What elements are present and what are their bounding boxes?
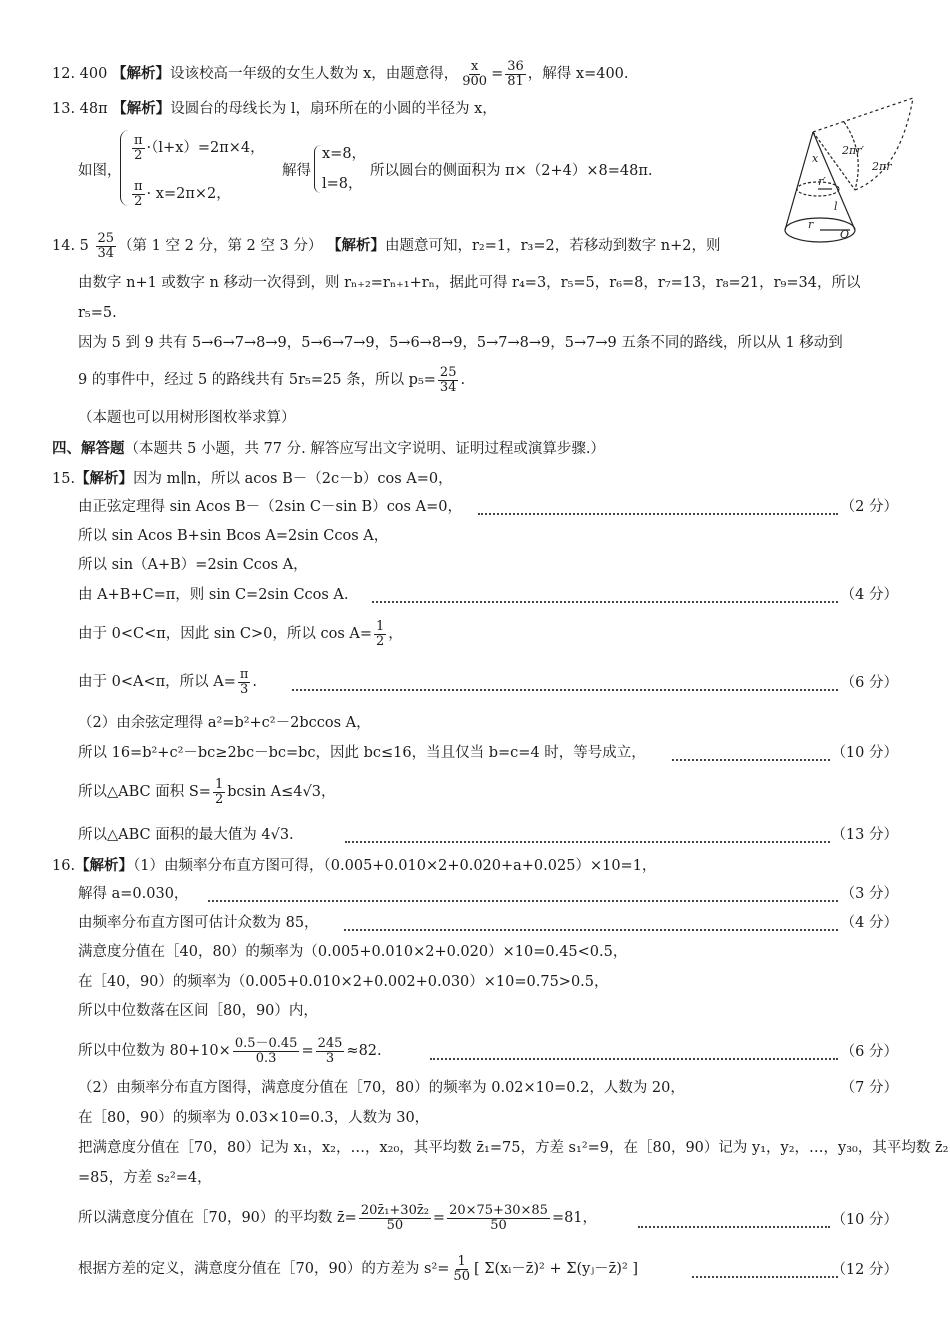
figure-label-2pir-prime: 2πr′ [842, 144, 864, 157]
q16-score-6: （6 分） [840, 1044, 898, 1060]
section-4-desc: （本题共 5 小题，共 77 分. 解答应写出文字说明、证明过程或演算步骤.） [124, 441, 605, 457]
figure-label-l: l [834, 200, 838, 213]
q13-conclusion: 所以圆台的侧面积为 π×（2+4）×8=48π. [370, 163, 653, 179]
figure-label-r: r [808, 218, 814, 231]
q15-score-6: （6 分） [840, 675, 898, 691]
q12-fraction-1: $\frac{x}{900}$ [462, 59, 488, 89]
q15-line-8: （2）由余弦定理得 a²=b²+c²－2bccos A， [78, 715, 371, 731]
q12-analysis-tag: 【解析】 [111, 65, 170, 83]
figure-label-2pir: 2πr [872, 160, 892, 173]
q14-fraction: $\frac{25}{34}$ [97, 231, 115, 261]
q15-line-3: 所以 sin Acos B+sin Bcos A=2sin Ccos A， [78, 528, 389, 544]
dotted-leader [692, 1276, 838, 1278]
section-4-title: 四、解答题 [52, 440, 125, 457]
q16-score-10: （10 分） [831, 1212, 898, 1228]
q16-line-4: 满意度分值在［40，80）的频率为（0.005+0.010×2+0.020）×10=0.45<0.5， [78, 944, 628, 960]
figure-label-x: x [812, 152, 819, 165]
q16-score-12: （12 分） [831, 1262, 898, 1278]
q14-number: 14. 5 [52, 238, 89, 255]
q14-score-note: （第 1 空 2 分，第 2 空 3 分） [118, 238, 323, 255]
q15-score-4: （4 分） [840, 587, 898, 603]
q14-line-5: 9 的事件中，经过 5 的路线共有 5r₅=25 条，所以 p₅= $\frac{25}{34}$ . [78, 365, 466, 395]
q13-solution-x: x=8， [322, 146, 367, 162]
q15-analysis-tag: 【解析】 [75, 470, 134, 487]
q14-analysis-tag: 【解析】 [326, 237, 385, 255]
q14-line-6: （本题也可以用树形图枚举求算） [78, 410, 296, 426]
figure-label-o: O [840, 228, 850, 241]
q16-line-10: 把满意度分值在［70，80）记为 x₁，x₂，…，x₂₀，其平均数 z̄₁=75，方差 s₁²=9，在［80，90）记为 y₁，y₂，…，y₃₀，其平均数 z̄₂ [78, 1140, 949, 1156]
q12-number: 12. 400 [52, 66, 108, 83]
q13-analysis-tag: 【解析】 [112, 100, 171, 117]
q16-line-8: （2）由频率分布直方图得，满意度分值在［70，80）的频率为 0.02×10=0.2，人数为 20， [78, 1080, 685, 1096]
dotted-leader [372, 601, 838, 603]
figure-label-r-prime: r′ [818, 175, 826, 188]
q12-equals: = [491, 66, 504, 83]
q13-number: 13. 48π [52, 101, 108, 117]
q15-score-13: （13 分） [831, 827, 898, 843]
dotted-leader [292, 689, 838, 691]
q16-analysis-tag: 【解析】 [75, 857, 134, 874]
q16-line-6: 所以中位数落在区间［80，90）内， [78, 1003, 318, 1019]
q15-number: 15. [52, 471, 76, 487]
q15-line-5: 由 A+B+C=π，则 sin C=2sin Ccos A. [78, 587, 349, 603]
dotted-leader [638, 1226, 830, 1228]
cone-left-edge [785, 132, 813, 230]
dotted-leader [208, 900, 838, 902]
q16-line-12: 所以满意度分值在［70，90）的平均数 z̄= $\frac{\text{20z̄₁+30z̄₂}}{50}$ = $\frac{20\times 75+30\times 85}{50}$ =81， [78, 1203, 598, 1233]
q16-line-11: =85，方差 s₂²=4， [78, 1170, 212, 1186]
q15-line-9: 所以 16=b²+c²－bc≥2bc－bc=bc，因此 bc≤16，当且仅当 b=c=4 时，等号成立， [78, 745, 646, 761]
q15-line-11: 所以△ABC 面积的最大值为 4√3. [78, 827, 294, 843]
q16-line-3: 由频率分布直方图可估计众数为 85， [78, 915, 319, 931]
q14-line-4: 因为 5 到 9 共有 5→6→7→8→9，5→6→7→9，5→6→8→9，5→7→8→9，5→7→9 五条不同的路线，所以从 1 移动到 [78, 335, 843, 351]
section-4-heading [52, 440, 605, 458]
q16-score-7: （7 分） [840, 1080, 898, 1096]
q16-line-13: 根据方差的定义，满意度分值在［70，90）的方差为 s²= $\frac{1}{50}$ [ Σ(xᵢ－z̄)² + Σ(yⱼ－z̄)² ] [78, 1254, 639, 1284]
q16-line-5: 在［40，90）的频率为（0.005+0.010×2+0.002+0.030）×10=0.75>0.5， [78, 974, 609, 990]
q13-solution-l: l=8， [322, 176, 363, 192]
q14-line-2: 由数字 n+1 或数字 n 移动一次得到，则 rₙ₊₂=rₙ₊₁+rₙ，据此可得 r₄=3，r₅=5，r₆=8，r₇=13，r₈=21，r₉=34，所以 [78, 275, 861, 291]
q16-line-2: 解得 a=0.030， [78, 886, 189, 902]
q13-text-1: 设圆台的母线长为 l，扇环所在的小圆的半径为 x， [170, 101, 497, 117]
q13-system-eq-1: $\frac{\pi}{2}$ ·（l+x）=2π×4， [134, 133, 265, 163]
q14-line-3: r₅=5. [78, 305, 117, 321]
dotted-leader [345, 841, 830, 843]
q16-score-3: （3 分） [840, 886, 898, 902]
q15-line-4: 所以 sin（A+B）=2sin Ccos A， [78, 557, 308, 573]
dotted-leader [430, 1058, 838, 1060]
q14-text-1: 由题意可知，r₂=1，r₃=2，若移动到数字 n+2，则 [384, 238, 721, 255]
q13-jiede: 解得 [282, 163, 311, 179]
dotted-leader [672, 759, 830, 761]
q15-line-1: 15.【解析】因为 m∥n，所以 acos B－（2c－b）cos A=0， [52, 470, 453, 487]
q15-score-10: （10 分） [831, 745, 898, 761]
q16-score-4: （4 分） [840, 915, 898, 931]
q16-line-9: 在［80，90）的频率为 0.03×10=0.3，人数为 30， [78, 1110, 430, 1126]
dotted-leader [478, 513, 838, 515]
q13-line-1 [52, 100, 497, 118]
q12-line [52, 60, 629, 88]
q16-line-7: 所以中位数为 80+10× $\frac{0.5-0.45}{0.3}$ = $\frac{245}{3}$ ≈82. [78, 1036, 382, 1066]
q14-line-1 [52, 232, 721, 260]
q15-line-7: 由于 0<A<π，所以 A= $\frac{\pi}{3}$ . [78, 667, 258, 697]
q15-line-10: 所以△ABC 面积 S= $\frac{1}{2}$ bcsin A≤4√3， [78, 777, 336, 807]
q13-brace-1 [120, 130, 129, 206]
q15-line-2: 由正弦定理得 sin Acos B－（2sin C－sin B）cos A=0， [78, 499, 462, 515]
q13-ruhe: 如图， [78, 163, 122, 179]
q15-line-6: 由于 0<C<π，因此 sin C>0，所以 cos A= $\frac{1}{2}$ ， [78, 619, 403, 649]
frustum-sector-figure [760, 92, 920, 252]
q16-number: 16. [52, 858, 76, 874]
q12-text-pre: 设该校高一年级的女生人数为 x，由题意得， [169, 66, 459, 83]
q13-system-eq-2: $\frac{\pi}{2}$ · x=2π×2， [134, 179, 231, 209]
q12-fraction-2: $\frac{36}{81}$ [507, 59, 524, 89]
q15-score-2: （2 分） [840, 499, 898, 515]
q12-text-post: ，解得 x=400. [527, 66, 629, 83]
q13-brace-2 [314, 145, 321, 193]
sector-top-edge [813, 98, 913, 132]
q16-line-1: 16.【解析】（1）由频率分布直方图可得，（0.005+0.010×2+0.020+a+0.025）×10=1， [52, 857, 657, 874]
dotted-leader [344, 929, 838, 931]
